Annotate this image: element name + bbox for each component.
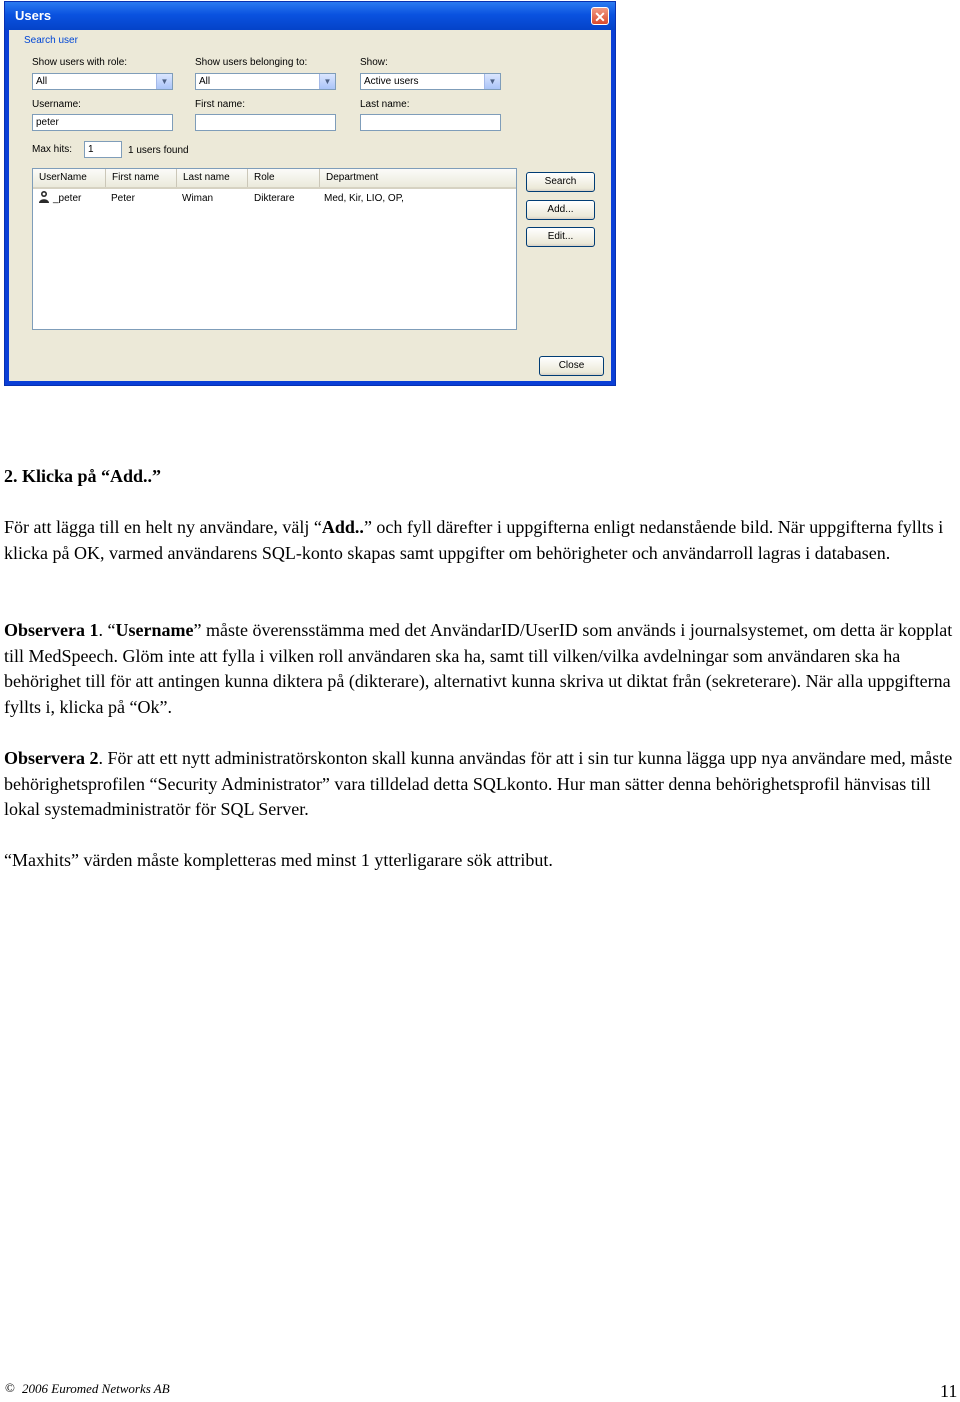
col-role[interactable]: Role [248,169,320,187]
username-label: Username: [32,99,81,110]
maxhits-label: Max hits: [32,144,73,155]
users-list[interactable] [32,168,517,330]
search-group-label: Search user [24,35,78,46]
paragraph-observera-1 [4,618,958,720]
copyright-text: 2006 Euromed Networks AB [22,1381,170,1396]
p1-text-b: Add.. [321,517,364,537]
maxhits-input[interactable]: 1 [84,141,122,158]
obs1-text-b: Username [115,620,194,640]
obs2-text: . För att ett nytt administratörskonton skall kunna användas för att i sin tur kunna lägga upp nya användare med, måste behörighetsprofilen “Security Administrator” vara tilldelad detta SQLkonto. Hur man sätter denna behörighetsprofil hänvisas till lokal systemadministratör för SQL Server. [4,748,953,819]
close-button[interactable]: Close [539,356,604,376]
edit-button[interactable]: Edit... [526,227,595,247]
belonging-label: Show users belonging to: [195,57,308,68]
paragraph-maxhits: “Maxhits” värden måste kompletteras med minst 1 ytterligarare sök attribut. [4,850,553,870]
chevron-down-icon[interactable]: ▼ [156,74,172,89]
col-department[interactable]: Department [326,172,379,183]
chevron-down-icon[interactable]: ▼ [484,74,500,89]
window-body [9,30,611,381]
users-window [4,1,616,386]
copyright-symbol: © [5,1380,15,1395]
show-select[interactable] [360,73,501,90]
p1-text-a: För att lägga till en helt ny användare, välj “ [4,517,322,537]
show-select-value: Active users [364,76,419,87]
chevron-down-icon[interactable]: ▼ [319,74,335,89]
show-label: Show: [360,57,388,68]
search-button[interactable]: Search [526,172,595,192]
page-number: 11 [940,1381,958,1401]
cell-lastname: Wiman [182,193,214,204]
paragraph-observera-2 [4,746,958,823]
col-firstname[interactable]: First name [106,169,177,187]
cell-firstname: Peter [111,193,135,204]
role-select[interactable] [32,73,173,90]
cell-department: Med, Kir, LIO, OP, [324,193,404,204]
cell-username: _peter [53,193,82,204]
list-header [33,169,516,189]
obs1-text-c: ” måste överensstämma med det AnvändarID/UserID som används i journalsystemet, om detta är kopplat till MedSpeech. Glöm inte att fylla i vilken roll användaren ska ha, samt till vilken/vilka avdelningar som användaren ska ha behörighet till för att antingen kunna diktera på (dikterare), alternativt kunna skriva ut diktat från (sekreterare). När alla uppgifterna fyllts i, klicka på “Ok”. [4,620,953,717]
close-icon[interactable]: ✕ [591,7,609,25]
window-titlebar [5,2,615,30]
obs1-label: Observera 1 [4,620,99,640]
obs2-label: Observera 2 [4,748,99,768]
found-count: 1 users found [128,145,189,156]
col-username[interactable]: UserName [33,169,106,187]
cell-role: Dikterare [254,193,295,204]
lastname-label: Last name: [360,99,410,110]
belonging-select[interactable] [195,73,336,90]
add-button[interactable]: Add... [526,200,595,220]
obs1-text-a: . “ [98,620,116,640]
firstname-input[interactable] [195,114,336,131]
user-icon [38,190,50,203]
role-select-value: All [36,76,48,87]
username-input[interactable]: peter [32,114,173,131]
belonging-select-value: All [199,76,211,87]
role-label: Show users with role: [32,57,128,68]
p1-text-c: ” och fyll därefter i uppgifterna enligt nedanstående bild. När uppgifterna fyllts i klicka på OK, varmed användarens SQL-konto skapas samt uppgifter om behörigheter och användarroll lagras i databasen. [4,517,944,563]
section-heading: 2. Klicka på “Add..” [4,466,162,486]
paragraph-add [4,515,954,566]
firstname-label: First name: [195,99,246,110]
col-lastname[interactable]: Last name [177,169,248,187]
lastname-input[interactable] [360,114,501,131]
window-title: Users [15,8,52,23]
